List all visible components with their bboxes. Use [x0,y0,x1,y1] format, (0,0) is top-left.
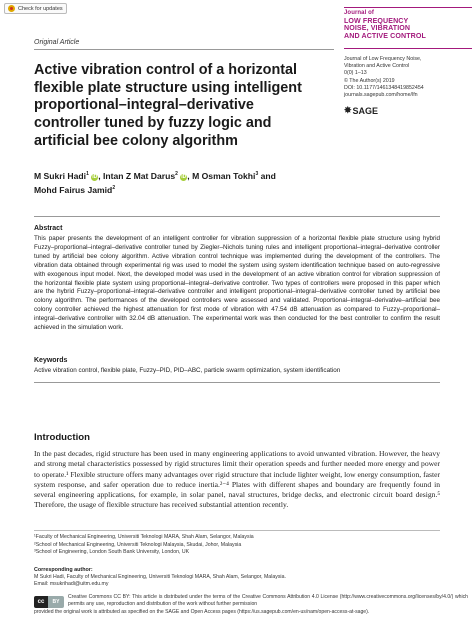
author-4[interactable]: Mohd Fairus Jamid [34,184,113,195]
article-title: Active vibration control of a horizontal flexible plate structure using intelligent proportional–integral–derivative controller tuned by fuzzy logic and artificial bee colony algorithm [34,62,302,149]
journal-name-line-2: NOISE, VIBRATION [344,24,411,33]
corresponding-author-email[interactable]: Email: msukrihadi@uitm.edu.my [34,581,109,588]
author-3-affil: 3 [255,171,259,177]
author-1[interactable]: M Sukri Hadi [34,170,87,181]
abstract-bottom-divider [34,382,440,383]
meta-doi[interactable]: DOI: 10.1177/1461348419852454 [344,84,424,91]
journal-bottom-rule [344,48,472,49]
article-type: Original Article [34,39,80,46]
affiliations [34,534,440,557]
meta-line-1: Journal of Low Frequency Noise, [344,56,422,62]
introduction-text: In the past decades, rigid structure has been used in many engineering applications to avoid unwanted vibration. However, the heavy and strong metal characteristics possessed by rigid structures limit their operation speeds and further needed more energy and power to operate.¹ Flexible structure offers many advantages over rigid structure that include lighter weight, low energy consumption, faster system response, and safer operation due to reduce inertia.²⁻⁴ Plates with different shapes and boundary are frequently found in several engineering applications, for example, in solar panel, naval structures, bridge decks, and electronic circuit board design.⁵ Therefore, the usage of flexible structure has received substantial attention recently. [34,449,440,510]
author-conjunction: and [260,170,276,181]
journal-meta [344,56,472,99]
affiliation-3: ³School of Engineering, London South Bank University, London, UK [34,549,190,555]
abstract-top-divider [34,216,440,217]
header-divider [34,49,334,50]
author-list: M Sukri Hadi$^1$ iD, Intan Z Mat Darus$^2$ iD, M Osman Tokhi$^3$ and Mohd Fairus Jamid$^2$ [34,170,276,195]
affiliation-2: ²School of Mechanical Engineering, Universiti Teknologi Malaysia, Skudai, Johor, Malaysia [34,541,242,548]
footnote-divider [34,530,440,531]
corresponding-author [34,574,440,588]
author-1-affil: 1 [86,171,89,177]
cc-by-license-icon: cc BY [34,596,64,608]
journal-name-line-3: AND ACTIVE CONTROL [344,31,426,40]
journal-top-rule [344,7,472,8]
meta-line-2: Vibration and Active Control [344,63,410,70]
orcid-icon[interactable]: iD [92,173,98,180]
check-for-updates-badge[interactable] [4,3,67,14]
journal-name [344,10,472,40]
check-for-updates-label: Check for updates [18,5,63,12]
journal-of-label: Journal of [344,10,375,16]
corresponding-author-heading: Corresponding author: [34,567,93,573]
abstract-text: This paper presents the development of an intelligent controller for vibration suppression of a horizontal flexible plate structure using hybrid Fuzzy–proportional–integral–derivative controller tuned by Ziegler–Nichols tuning rules and intelligent proportional–integral–derivative controller tuned by artificial bee colony algorithm. Active vibration control technique was implemented during the development of the controllers. The vibration data obtained through experimental rig was used to model the system using system identification technique based on auto-regressive with exogenous input model. Next, the developed model was used in the development of an active vibration control for vibration suppression of the horizontal flexible plate system using proportional–integral–derivative controller. Two types of controllers were proposed in this paper which are the hybrid Fuzzy–proportional–integral–derivative controller and intelligent proportional–integral–derivative controller tuned by artificial bee colony algorithm. The performances of the developed controllers were assessed and validated. Proportional–integral–derivative–artificial bee colony controller achieved the highest attenuation for first mode of vibration with 47.54 dB attenuation as compared to Fuzzy–proportional–integral–derivative controller with 32.04 dB attenuation. The experimental work was then conducted for the best controller to confirm the result achieved in the simulation work. [34,235,440,332]
orcid-icon[interactable]: iD [181,173,187,180]
abstract-heading: Abstract [34,225,63,232]
corresponding-author-address: M Sukri Hadi, Faculty of Mechanical Engineering, Universiti Teknologi MARA, Shah Alam, Selangor, Malaysia. [34,574,286,580]
meta-line-4: © The Author(s) 2019 [344,77,395,84]
journal-name-line-1: LOW FREQUENCY [344,16,409,25]
sage-logo [344,105,378,116]
author-2[interactable]: Intan Z Mat Darus [103,170,176,181]
license-text: Creative Commons CC BY: This article is distributed under the terms of the Creative Commons Attribution 4.0 License (http://www.creativecommons.org/licenses/by/4.0/) which permits any use, reproduction and distribution of the work without further permission [68,594,468,608]
meta-line-3: 0(0) 1–13 [344,70,367,77]
sage-logo-text: SAGE [352,105,379,116]
update-icon [8,5,15,12]
author-3[interactable]: M Osman Tokhi [192,170,256,181]
sage-mark-icon: ✸ [344,105,352,115]
keywords-heading: Keywords [34,357,68,364]
introduction-heading: Introduction [34,432,90,443]
meta-journal-url[interactable]: journals.sagepub.com/home/lfn [344,92,418,99]
author-2-affil: 2 [175,171,178,177]
keywords-text: Active vibration control, flexible plate, Fuzzy–PID, PID–ABC, particle swarm optimization, system identification [34,367,341,374]
license-text-continued: provided the original work is attributed as specified on the SAGE and Open Access pages (https://us.sagepub.com/en-us/nam/open-access-at-sage). [34,609,370,615]
author-4-affil: 2 [112,184,116,191]
affiliation-1: ¹Faculty of Mechanical Engineering, Universiti Teknologi MARA, Shah Alam, Selangor, Malaysia [34,534,254,540]
